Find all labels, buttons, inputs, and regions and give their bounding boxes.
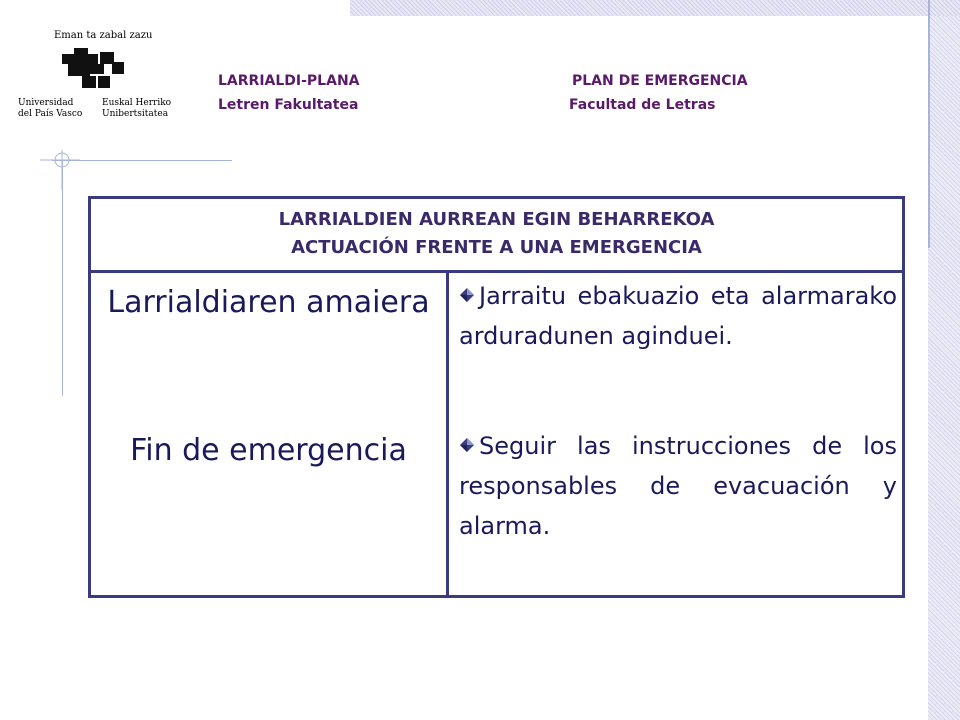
decorative-left-line (62, 160, 63, 396)
instruction-eu (459, 276, 897, 356)
diamond-bullet-icon (459, 287, 475, 303)
table-title-eu: LARRIALDIEN AURREAN EGIN BEHARREKOA (278, 209, 715, 230)
crosshair-icon (40, 150, 80, 194)
header-right-subtitle: Facultad de Letras (569, 97, 716, 113)
header-left-subtitle: Letren Fakultatea (218, 97, 359, 113)
table-right-cell (449, 270, 902, 598)
decorative-side-band (928, 16, 960, 720)
instruction-eu-text: Jarraitu ebakuazio eta alarmarako arduradunen aginduei. (459, 282, 897, 350)
instruction-es-text: Seguir las instrucciones de los responsables de evacuación y alarma. (459, 432, 897, 540)
table-left-cell (91, 270, 449, 598)
university-logo (18, 30, 172, 122)
instruction-es (459, 426, 897, 546)
logo-name-es-1: Universidad (18, 98, 74, 108)
logo-name-eu-1: Euskal Herriko (102, 98, 172, 108)
logo-name-eu-2: Unibertsitatea (102, 109, 169, 119)
header-right-title: PLAN DE EMERGENCIA (572, 73, 748, 89)
emergency-table (88, 196, 905, 598)
header-left-title: LARRIALDI-PLANA (218, 73, 360, 89)
left-label-eu: Larrialdiaren amaiera (107, 285, 430, 320)
logo-emblem-icon (54, 44, 132, 92)
decorative-vertical-line (928, 0, 930, 248)
table-header (91, 199, 902, 273)
logo-name-es-2: del País Vasco (18, 109, 83, 119)
diamond-bullet-icon (459, 437, 475, 453)
decorative-top-band (350, 0, 960, 16)
left-label-es: Fin de emergencia (130, 433, 407, 468)
logo-motto: Eman ta zabal zazu (54, 30, 153, 41)
table-title-es: ACTUACIÓN FRENTE A UNA EMERGENCIA (291, 237, 702, 258)
